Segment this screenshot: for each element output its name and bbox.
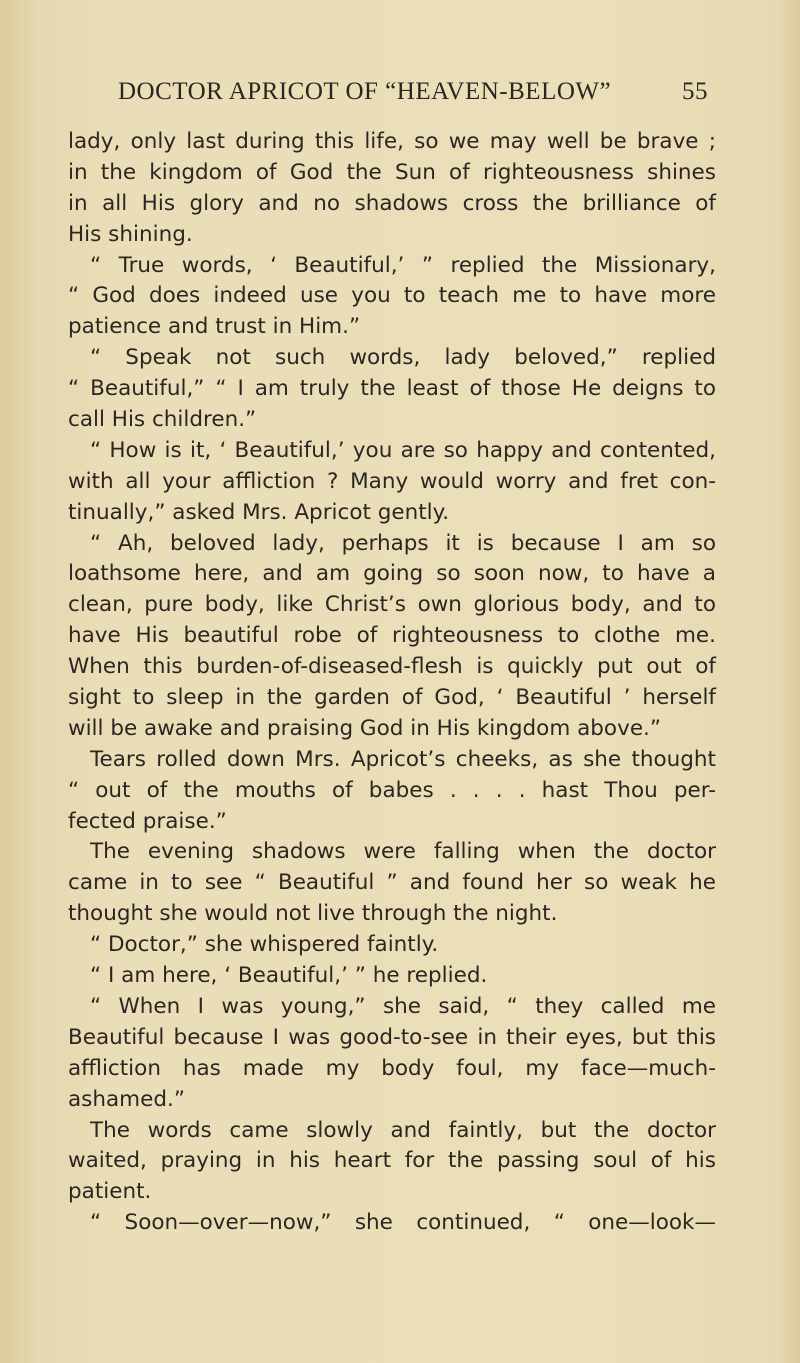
text-line: lady, only last during this life, so we may well be brave ; [68, 129, 716, 154]
text-line: patience and trust in Him.” [68, 314, 361, 340]
text-line: “ Speak not such words, lady beloved,” replied [90, 345, 716, 371]
text-line: “ God does indeed use you to teach me to have more [68, 283, 716, 309]
text-line: “ Soon—over—now,” she continued, “ one—look— [90, 1210, 716, 1236]
text-line: tinually,” asked Mrs. Apricot gently. [68, 499, 450, 525]
text-line: “ How is it, ‘ Beautiful,’ you are so happy and contented, [90, 437, 716, 463]
text-line: in all His glory and no shadows cross the brilliance of [68, 190, 716, 216]
text-line: “ Ah, beloved lady, perhaps it is because I am so [90, 530, 716, 556]
text-line: The evening shadows were falling when the doctor [90, 839, 716, 865]
text-line: will be awake and praising God in His kingdom above.” [68, 715, 662, 741]
text-line: Tears rolled down Mrs. Apricot’s cheeks, as she thought [90, 746, 716, 772]
page-number: 55 [682, 78, 708, 105]
text-line: have His beautiful robe of righteousness to clothe me. [68, 623, 716, 649]
text-line: “ I am here, ‘ Beautiful,’ ” he replied. [90, 963, 488, 989]
text-line: affliction has made my body foul, my face—much- [68, 1055, 716, 1081]
text-line: with all your affliction ? Many would worry and fret con- [68, 468, 716, 494]
text-line: Beautiful because I was good-to-see in their eyes, but this [68, 1024, 716, 1050]
text-line: clean, pure body, like Christ’s own glorious body, and to [68, 592, 716, 618]
text-line: ashamed.” [68, 1086, 185, 1112]
text-line: call His children.” [68, 407, 257, 433]
text-line: The words came slowly and faintly, but the doctor [90, 1117, 716, 1143]
text-line: “ True words, ‘ Beautiful,’ ” replied the Missionary, [90, 252, 716, 278]
text-line: sight to sleep in the garden of God, ‘ Beautiful ’ herself [68, 685, 716, 711]
text-line: came in to see “ Beautiful ” and found her so weak he [68, 870, 716, 896]
text-line: “ When I was young,” she said, “ they called me [90, 993, 716, 1019]
text-line: When this burden-of-diseased-flesh is quickly put out of [68, 654, 716, 680]
text-line: fected praise.” [68, 808, 227, 834]
text-line: His shining. [68, 221, 193, 247]
text-line: thought she would not live through the night. [68, 901, 558, 927]
text-line: loathsome here, and am going so soon now, to have a [68, 561, 716, 587]
body-text [68, 127, 716, 1239]
chapter-title: DOCTOR APRICOT OF “HEAVEN-BELOW” [118, 78, 612, 105]
text-line: waited, praying in his heart for the passing soul of his [68, 1148, 716, 1174]
text-line: “ Beautiful,” “ I am truly the least of those He deigns to [68, 376, 716, 402]
text-line: “ out of the mouths of babes . . . . hast Thou per- [68, 777, 716, 803]
text-line: in the kingdom of God the Sun of righteousness shines [68, 159, 716, 185]
text-line: patient. [68, 1179, 152, 1205]
text-line: “ Doctor,” she whispered faintly. [90, 932, 439, 958]
